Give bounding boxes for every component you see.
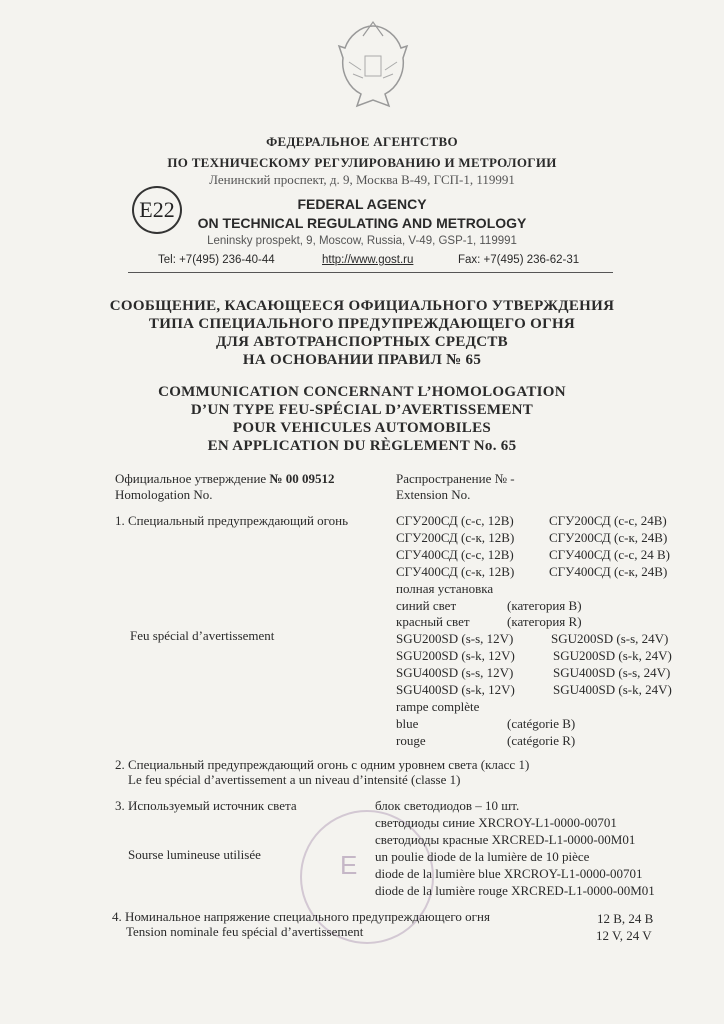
fr-red-category: (catégorie R) xyxy=(507,733,576,748)
en-agency-address: Leninsky prospekt, 9, Moscow, Russia, V-49, GSP-1, 119991 xyxy=(207,235,517,247)
en-agency-line1: FEDERAL AGENCY xyxy=(297,196,427,212)
fr-full-set: rampe complète xyxy=(396,699,480,714)
ru-blue-light: синий свет xyxy=(396,598,457,613)
fr-model: SGU200SD (s-s, 12V) xyxy=(396,631,514,646)
light-source-value: блок светодиодов – 10 шт. xyxy=(375,798,520,813)
homologation-number: № 00 09512 xyxy=(269,471,335,486)
ru-agency-line1: ФЕДЕРАЛЬНОЕ АГЕНТСТВО xyxy=(266,134,458,149)
contact-url-link[interactable]: http://www.gost.ru xyxy=(322,254,414,266)
ru-blue-category: (категория В) xyxy=(507,598,582,613)
item4-ru-label: 4. Номинальное напряжение специального предупреждающего огня xyxy=(112,909,490,924)
item2-fr: Le feu spécial d’avertissement a un niveau d’intensité (classe 1) xyxy=(128,772,461,787)
item1-fr-label: Feu spécial d’avertissement xyxy=(130,628,275,643)
item2-ru: 2. Специальный предупреждающий огонь с одним уровнем света (класс 1) xyxy=(115,757,530,772)
light-source-value: un poulie diode de la lumière de 10 pièce xyxy=(375,849,590,864)
voltage-ru-value: 12 В, 24 В xyxy=(597,911,654,926)
fr-blue-light: blue xyxy=(396,716,419,731)
fr-red-light: rouge xyxy=(396,733,426,748)
item4-fr-label: Tension nominale feu spécial d’avertissement xyxy=(126,924,364,939)
fr-model: SGU200SD (s-k, 24V) xyxy=(553,648,672,663)
light-source-value: diode de la lumière blue XRCROY-L1-0000-00701 xyxy=(375,866,643,881)
voltage-fr-value: 12 V, 24 V xyxy=(596,928,652,943)
title-ru-line3: ДЛЯ АВТОТРАНСПОРТНЫХ СРЕДСТВ xyxy=(215,334,508,350)
contact-tel: Tel: +7(495) 236-40-44 xyxy=(158,254,275,266)
light-source-value: светодиоды красные XRCRED-L1-0000-00M01 xyxy=(375,832,636,847)
ru-model: СГУ400СД (с-к, 12В) xyxy=(396,564,515,579)
ru-model: СГУ400СД (с-с, 24 В) xyxy=(549,547,670,562)
title-fr-line4: EN APPLICATION DU RÈGLEMENT No. 65 xyxy=(207,438,517,454)
e22-approval-mark: E22 xyxy=(132,186,182,234)
ru-model: СГУ200СД (с-с, 12В) xyxy=(396,513,514,528)
fr-model: SGU400SD (s-k, 12V) xyxy=(396,682,515,697)
en-agency-line2: ON TECHNICAL REGULATING AND METROLOGY xyxy=(197,215,527,231)
ru-model: СГУ200СД (с-к, 24В) xyxy=(549,530,668,545)
title-fr-line2: D’UN TYPE FEU-SPÉCIAL D’AVERTISSEMENT xyxy=(190,402,534,418)
stamp-mark: E xyxy=(340,850,358,880)
title-ru-line4: НА ОСНОВАНИИ ПРАВИЛ № 65 xyxy=(242,352,482,368)
ru-model: СГУ400СД (с-с, 12В) xyxy=(396,547,514,562)
ru-agency-line2: ПО ТЕХНИЧЕСКОМУ РЕГУЛИРОВАНИЮ И МЕТРОЛОГИИ xyxy=(167,155,557,170)
ru-red-light: красный свет xyxy=(396,614,470,629)
ru-model: СГУ400СД (с-к, 24В) xyxy=(549,564,668,579)
fr-model: SGU400SD (s-k, 24V) xyxy=(553,682,672,697)
ru-red-category: (категория R) xyxy=(507,614,582,629)
item3-fr-label: Sourse lumineuse utilisée xyxy=(128,847,261,862)
ru-agency-address: Ленинский проспект, д. 9, Москва В-49, ГСП-1, 119991 xyxy=(209,172,515,187)
ru-full-set: полная установка xyxy=(396,581,494,596)
title-ru-line2: ТИПА СПЕЦИАЛЬНОГО ПРЕДУПРЕЖДАЮЩЕГО ОГНЯ xyxy=(148,316,576,332)
title-fr-line1: COMMUNICATION CONCERNANT L’HOMOLOGATION xyxy=(158,384,566,400)
ru-model: СГУ200СД (с-к, 12В) xyxy=(396,530,515,545)
fr-model: SGU200SD (s-k, 12V) xyxy=(396,648,515,663)
header-divider xyxy=(128,272,613,273)
ru-model: СГУ200СД (с-с, 24В) xyxy=(549,513,667,528)
title-ru-line1: СООБЩЕНИЕ, КАСАЮЩЕЕСЯ ОФИЦИАЛЬНОГО УТВЕРЖДЕНИЯ xyxy=(109,298,615,314)
contact-fax: Fax: +7(495) 236-62-31 xyxy=(458,254,580,266)
homologation-fr-label: Homologation No. xyxy=(115,487,213,502)
fr-blue-category: (catégorie B) xyxy=(507,716,576,731)
title-fr-line3: POUR VEHICULES AUTOMOBILES xyxy=(232,420,492,436)
fr-model: SGU400SD (s-s, 12V) xyxy=(396,665,514,680)
coat-of-arms-emblem xyxy=(333,18,413,118)
fr-model: SGU400SD (s-s, 24V) xyxy=(553,665,671,680)
fr-model: SGU200SD (s-s, 24V) xyxy=(551,631,669,646)
extension-fr-label: Extension No. xyxy=(396,487,471,502)
extension-ru-label: Распространение № - xyxy=(396,471,515,486)
light-source-value: светодиоды синие XRCROY-L1-0000-00701 xyxy=(375,815,617,830)
item3-ru-label: 3. Используемый источник света xyxy=(115,798,297,813)
homologation-ru-label: Официальное утверждение № 00 09512 xyxy=(115,471,335,486)
light-source-value: diode de la lumière rouge XRCRED-L1-0000-00M01 xyxy=(375,883,655,898)
item1-ru-label: 1. Специальный предупреждающий огонь xyxy=(115,513,349,528)
